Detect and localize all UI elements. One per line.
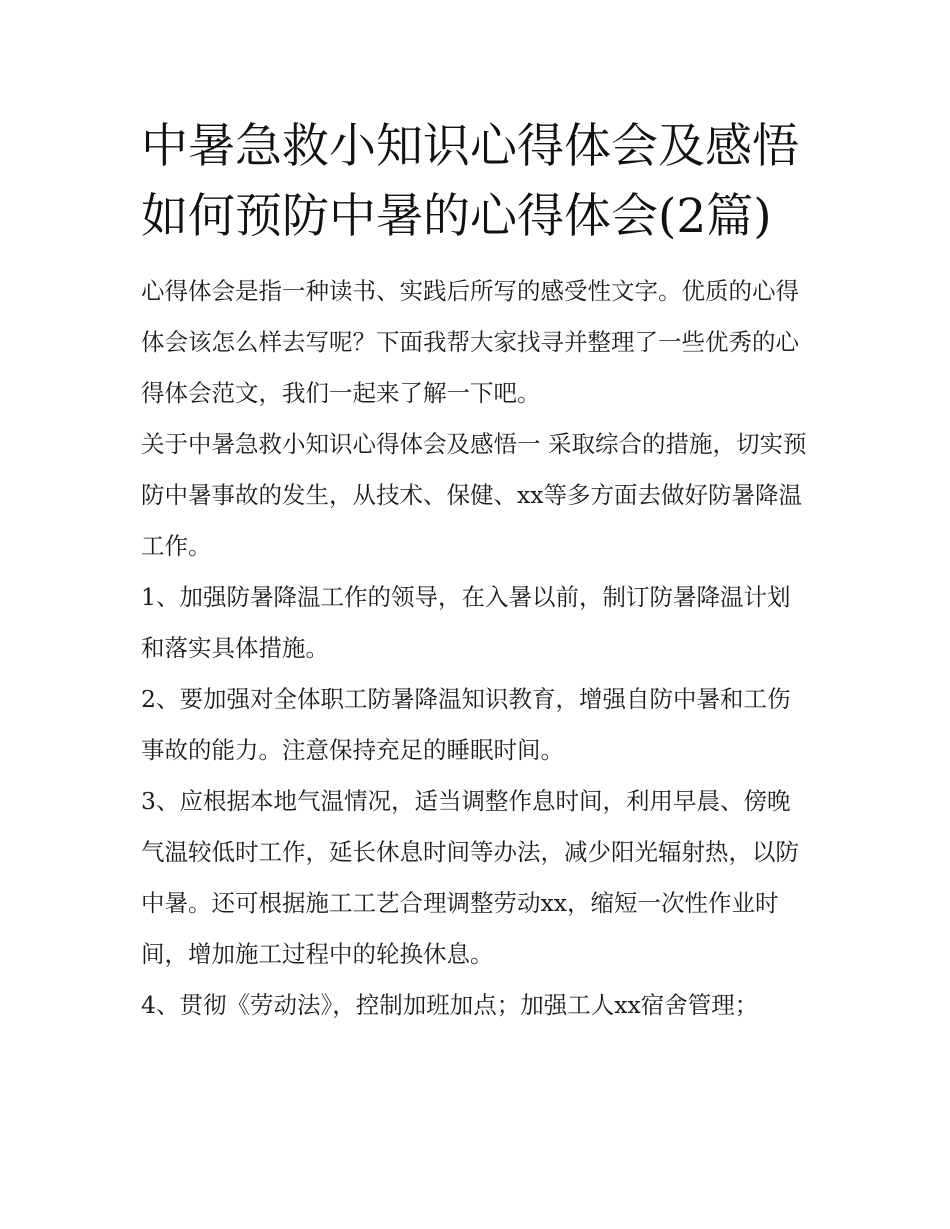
paragraph-intro: 心得体会是指一种读书、实践后所写的感受性文字。优质的心得体会该怎么样去写呢？下面我帮大家找寻并整理了一些优秀的心得体会范文，我们一起来了解一下吧。 bbox=[141, 277, 799, 407]
document-title: 中暑急救小知识心得体会及感悟 如何预防中暑的心得体会(2篇) bbox=[141, 119, 799, 244]
paragraph-section-one: 关于中暑急救小知识心得体会及感悟一 采取综合的措施，切实预防中暑事故的发生，从技术、保健、xx等多方面去做好防暑降温工作。 bbox=[141, 430, 807, 560]
paragraph-item-1: 1、加强防暑降温工作的领导，在入暑以前，制订防暑降温计划和落实具体措施。 bbox=[141, 583, 791, 662]
paragraph-item-3: 3、应根据本地气温情况，适当调整作息时间，利用早晨、傍晚气温较低时工作，延长休息时间等办法，减少阳光辐射热，以防中暑。还可根据施工工艺合理调整劳动xx，缩短一次性作业时间，增加施工过程中的轮换休息。 bbox=[141, 787, 799, 968]
paragraph-item-2: 2、要加强对全体职工防暑降温知识教育，增强自防中暑和工伤事故的能力。注意保持充足的睡眠时间。 bbox=[141, 685, 791, 764]
paragraph-item-4: 4、贯彻《劳动法》，控制加班加点；加强工人xx宿舍管理； bbox=[141, 991, 759, 1019]
document-body bbox=[141, 112, 811, 1031]
